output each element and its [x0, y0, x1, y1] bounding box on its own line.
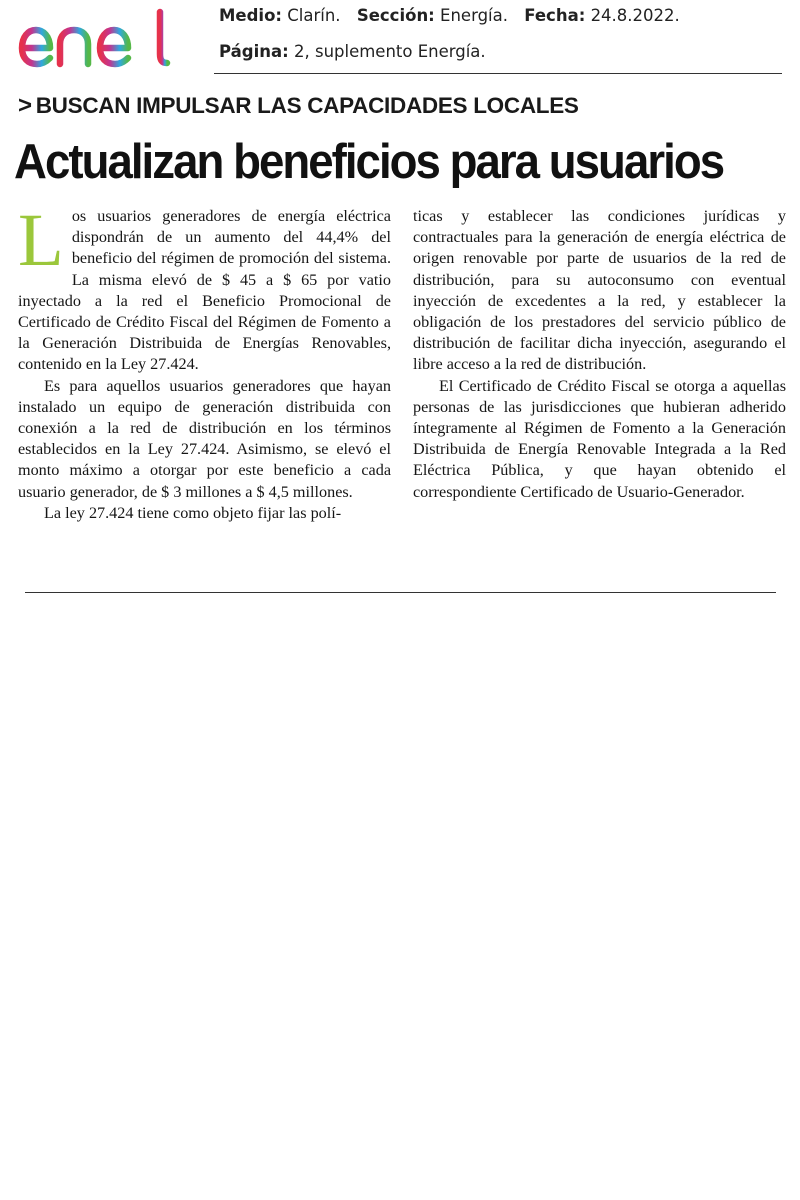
- kicker-arrow-icon: >: [18, 92, 32, 119]
- kicker-text: BUSCAN IMPULSAR LAS CAPACIDADES LOCALES: [35, 93, 579, 118]
- drop-cap: L: [18, 199, 64, 282]
- enel-logo: [16, 8, 172, 70]
- paragraph-3: La ley 27.424 tiene como objeto fijar las polí-: [44, 503, 342, 522]
- article-column-left: [18, 199, 391, 524]
- paragraph-4: ticas y establecer las condiciones jurídicas y contractuales para la generación de energía eléctrica de origen renovable por parte de usuarios de la red de distribución, para su autoconsumo con eventual inyección de excedentes a la red, y establecer la obligación de los prestadores del servicio público de distribución de facilitar dicha inyección, asegurando el libre acceso a la red de distribución.: [413, 207, 786, 374]
- paragraph-1: [18, 199, 391, 376]
- article-kicker: [18, 92, 579, 120]
- paragraph-5: El Certificado de Crédito Fiscal se otorga a aquellas personas de las jurisdicciones que hubieran adherido íntegramente al Régimen de Fomento a la Generación Distribuida de Energía Renovable Integrada a la Red Eléctrica Pública, y que hayan obtenido el correspondiente Certificado de Usuario-Generador.: [413, 376, 786, 501]
- paragraph-2: Es para aquellos usuarios generadores que hayan instalado un equipo de generación distribuida con conexión a la red de distribución en los términos establecidos en la Ley 27.424. Asimismo, se elevó el monto máximo a otorgar por este beneficio a cada usuario generador, de $ 3 millones a $ 4,5 millones.: [18, 376, 391, 501]
- top-divider: [214, 73, 782, 74]
- publication-meta: [219, 4, 680, 76]
- fecha-label: Fecha:: [524, 6, 586, 25]
- meta-row-2: [219, 40, 680, 76]
- article-column-right: [413, 206, 786, 503]
- paragraph-1-text: os usuarios generadores de energía eléctrica dispondrán de un aumento del 44,4% del beneficio del régimen de promoción del sistema. La misma elevó de $ 45 a $ 65 por vatio inyectado a la red el Beneficio Promocional de Certificado de Crédito Fiscal del Régimen de Fomento a la Generación Distribuida de Energías Renovables, contenido en la Ley 27.424.: [18, 207, 391, 374]
- medio-label: Medio:: [219, 6, 283, 25]
- fecha-value: 24.8.2022.: [590, 6, 680, 25]
- seccion-value: Energía.: [440, 6, 508, 25]
- article-headline: Actualizan beneficios para usuarios: [14, 135, 724, 189]
- seccion-label: Sección:: [356, 6, 435, 25]
- meta-row-1: [219, 4, 680, 40]
- bottom-divider: [25, 592, 776, 593]
- pagina-value: 2, suplemento Energía.: [293, 42, 486, 61]
- medio-value: Clarín.: [287, 6, 341, 25]
- pagina-label: Página:: [219, 42, 289, 61]
